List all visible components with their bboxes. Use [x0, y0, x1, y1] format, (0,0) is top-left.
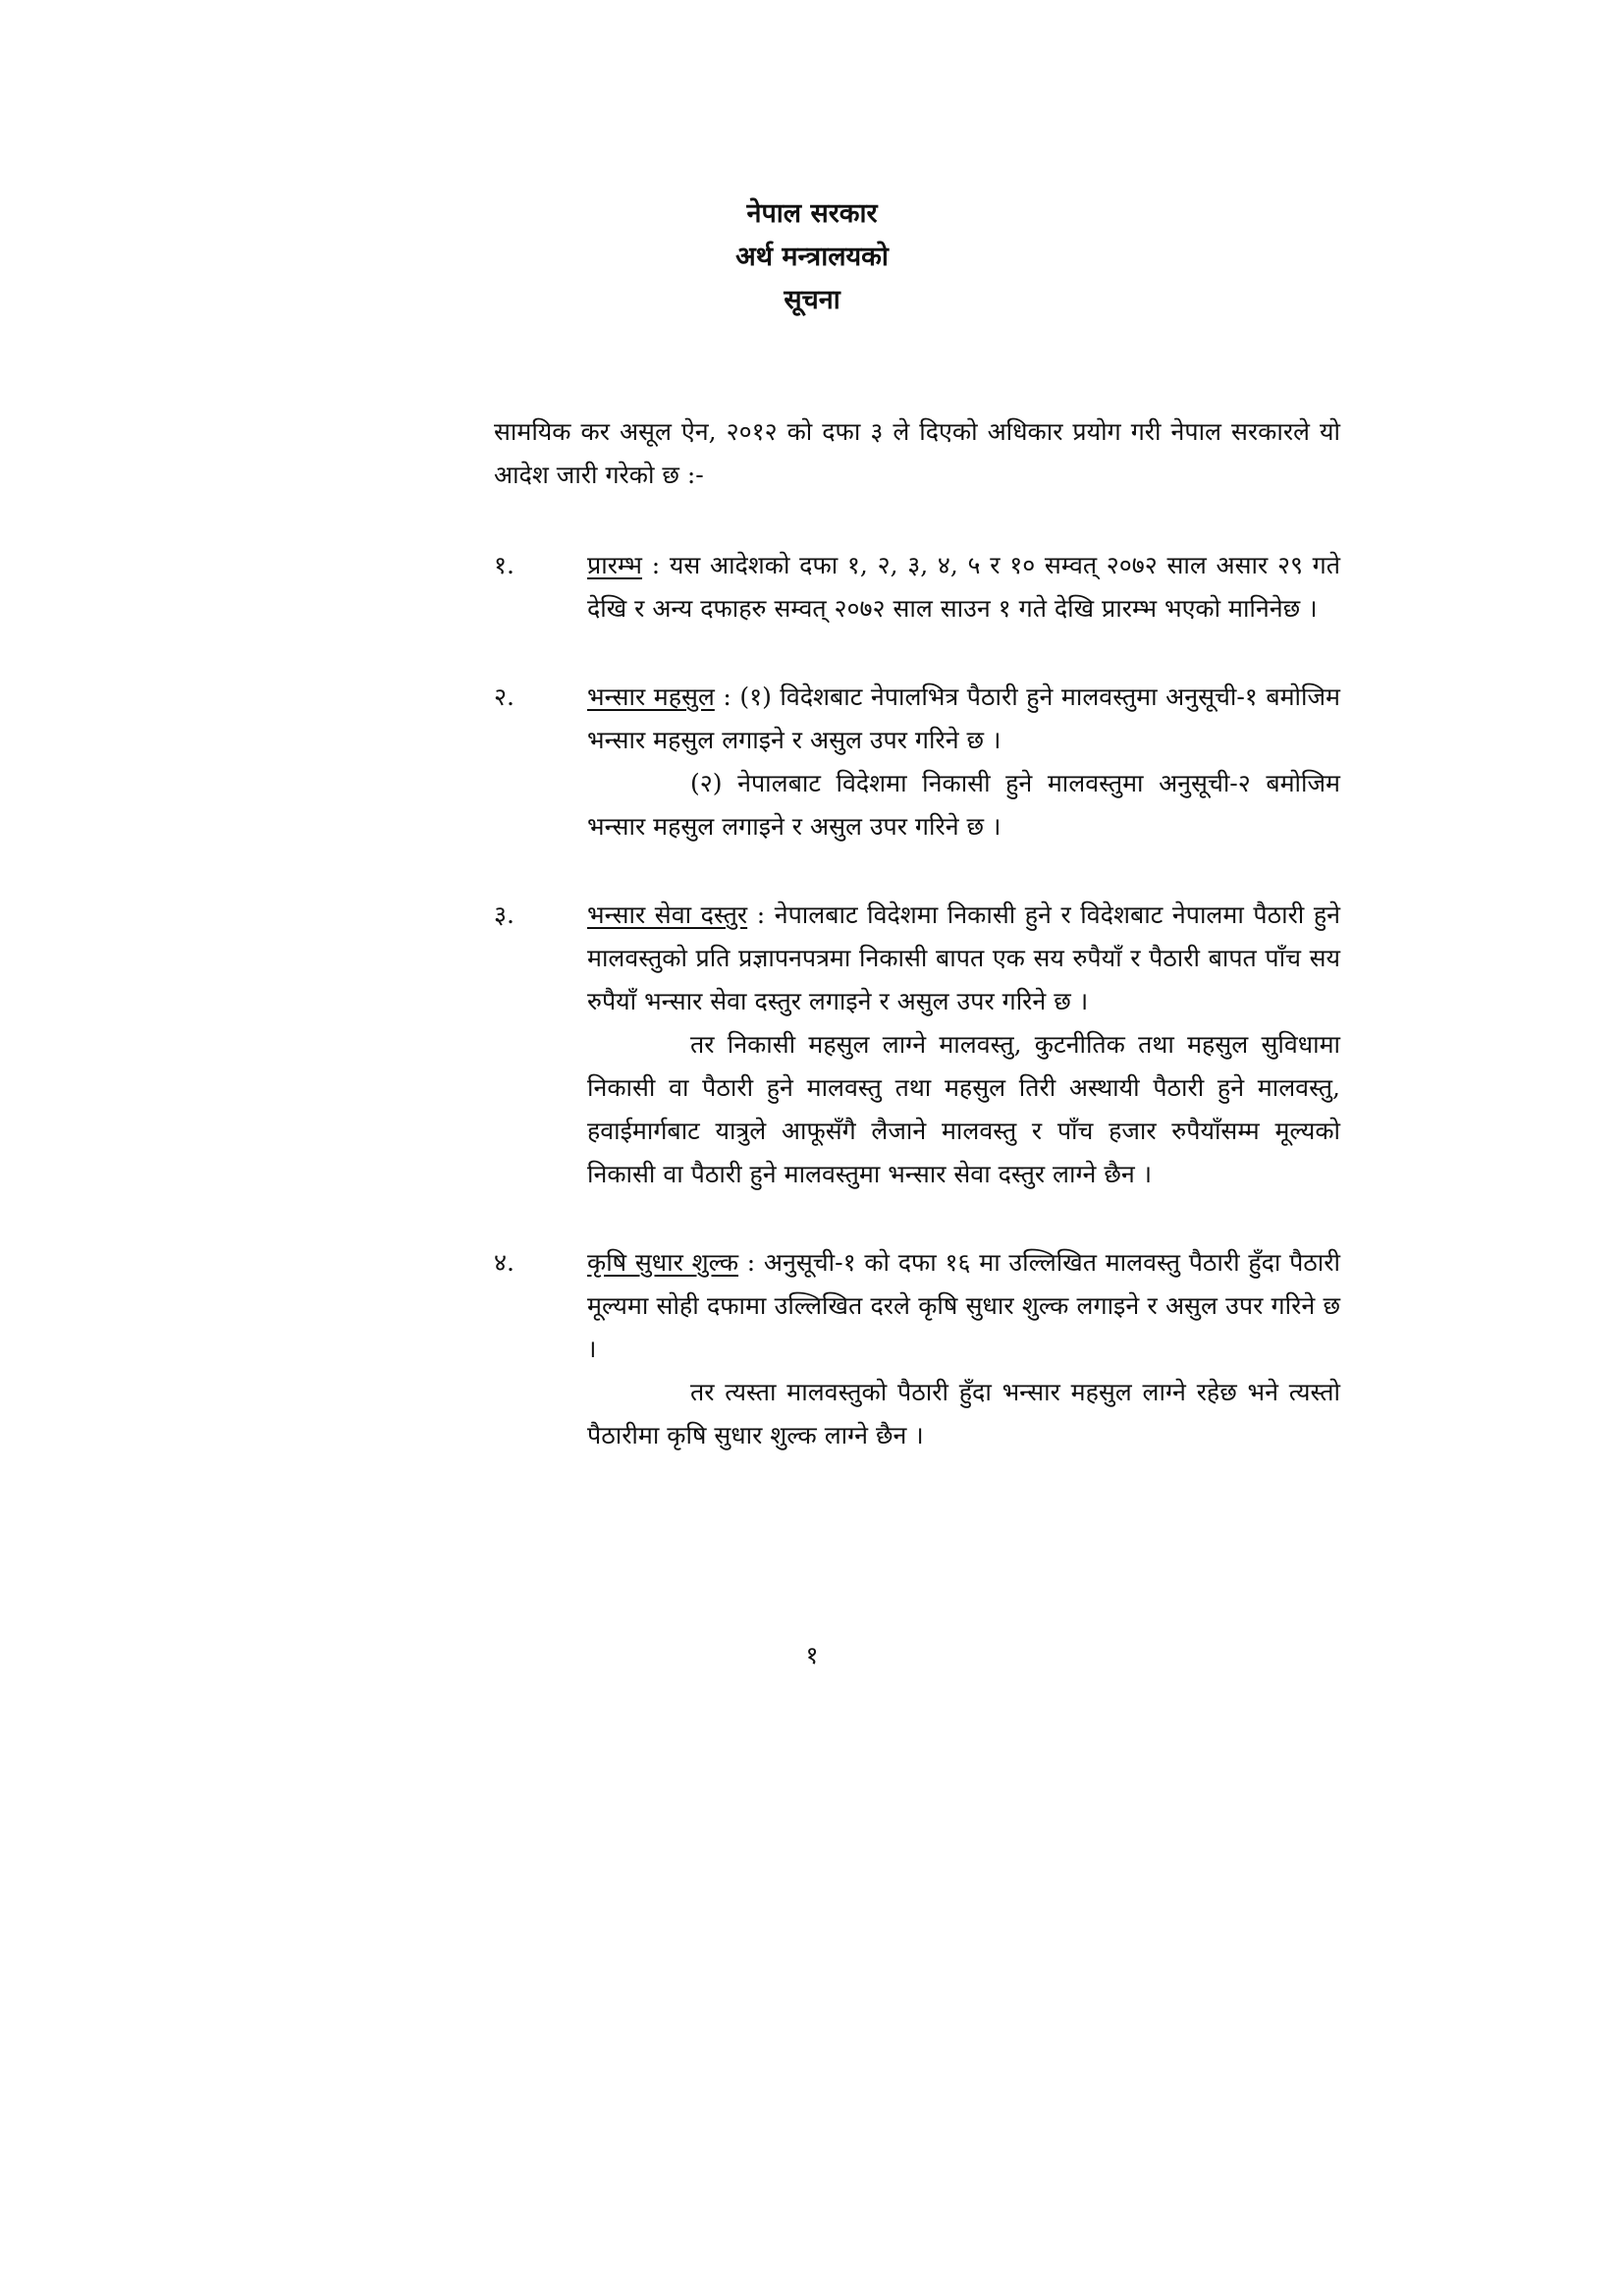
section-paragraph — [587, 894, 1340, 1023]
section-agriculture-reform-fee — [494, 1241, 1340, 1457]
section-number: ४. — [494, 1248, 514, 1277]
heading-notice: सूचना — [784, 285, 840, 315]
section-paragraph — [587, 676, 1340, 762]
section-title: प्रारम्भ — [587, 551, 643, 579]
section-paragraph-text: : यस आदेशको दफा १, २, ३, ४, ५ र १० सम्वत् २०७२ साल असार २९ गते देखि र अन्य दफाहरु सम्वत् २०७२ साल साउन १ गते देखि प्रारम्भ भएको मानिनेछ । — [587, 551, 1340, 623]
section-number: २. — [494, 683, 514, 711]
section-title: भन्सार सेवा दस्तुर — [587, 901, 748, 929]
section-commencement — [494, 544, 1340, 630]
document-heading — [0, 192, 1624, 322]
section-paragraph-text: : (१) विदेशबाट नेपालभित्र पैठारी हुने मालवस्तुमा अनुसूची-१ बमोजिम भन्सार महसुल लगाइने र असुल उपर गरिने छ । — [587, 683, 1341, 754]
page-number: १ — [805, 1641, 819, 1669]
section-title: कृषि सुधार शुल्क — [587, 1248, 739, 1277]
section-number: ३. — [494, 901, 514, 929]
heading-government: नेपाल सरकार — [746, 198, 878, 229]
section-proviso: तर निकासी महसुल लाग्ने मालवस्तु, कुटनीतिक तथा महसुल सुविधामा निकासी वा पैठारी हुने मालवस्तु तथा महसुल तिरी अस्थायी पैठारी हुने मालवस्तु, हवाईमार्गबाट यात्रुले आफूसँगै लैजाने मालवस्तु र पाँच हजार रुपैयाँसम्म मूल्यको निकासी वा पैठारी हुने मालवस्तुमा भन्सार सेवा दस्तुर लाग्ने छैन । — [587, 1030, 1340, 1188]
section-subparagraph: (२) नेपालबाट विदेशमा निकासी हुने मालवस्तुमा अनुसूची-२ बमोजिम भन्सार महसुल लगाइने र असुल उपर गरिने छ । — [587, 769, 1340, 841]
section-text — [587, 894, 1340, 1196]
section-paragraph-text: : अनुसूची-१ को दफा १६ मा उल्लिखित मालवस्तु पैठारी हुँदा पैठारी मूल्यमा सोही दफामा उल्लिखित दरले कृषि सुधार शुल्क लगाइने र असुल उपर गरिने छ । — [587, 1248, 1340, 1363]
section-paragraph — [587, 1241, 1340, 1371]
heading-ministry: अर्थ मन्त्रालयको — [735, 242, 889, 272]
section-text — [587, 1241, 1340, 1457]
section-text — [587, 544, 1340, 630]
intro-paragraph: सामयिक कर असूल ऐन, २०१२ को दफा ३ ले दिएको अधिकार प्रयोग गरी नेपाल सरकारले यो आदेश जारी गरेको छ :- — [494, 417, 1340, 489]
section-title: भन्सार महसुल — [587, 683, 715, 711]
section-customs-duty — [494, 676, 1340, 848]
section-customs-service-fee — [494, 894, 1340, 1196]
document-body — [494, 410, 1340, 1503]
section-text — [587, 676, 1340, 848]
section-paragraph — [587, 544, 1340, 630]
section-number: १. — [494, 551, 514, 579]
section-paragraph-text: : नेपालबाट विदेशमा निकासी हुने र विदेशबाट नेपालमा पैठारी हुने मालवस्तुको प्रति प्रज्ञापनपत्रमा निकासी बापत एक सय रुपैयाँ र पैठारी बापत पाँच सय रुपैयाँ भन्सार सेवा दस्तुर लगाइने र असुल उपर गरिने छ । — [587, 901, 1340, 1015]
section-proviso: तर त्यस्ता मालवस्तुको पैठारी हुँदा भन्सार महसुल लाग्ने रहेछ भने त्यस्तो पैठारीमा कृषि सुधार शुल्क लाग्ने छैन । — [587, 1378, 1340, 1449]
